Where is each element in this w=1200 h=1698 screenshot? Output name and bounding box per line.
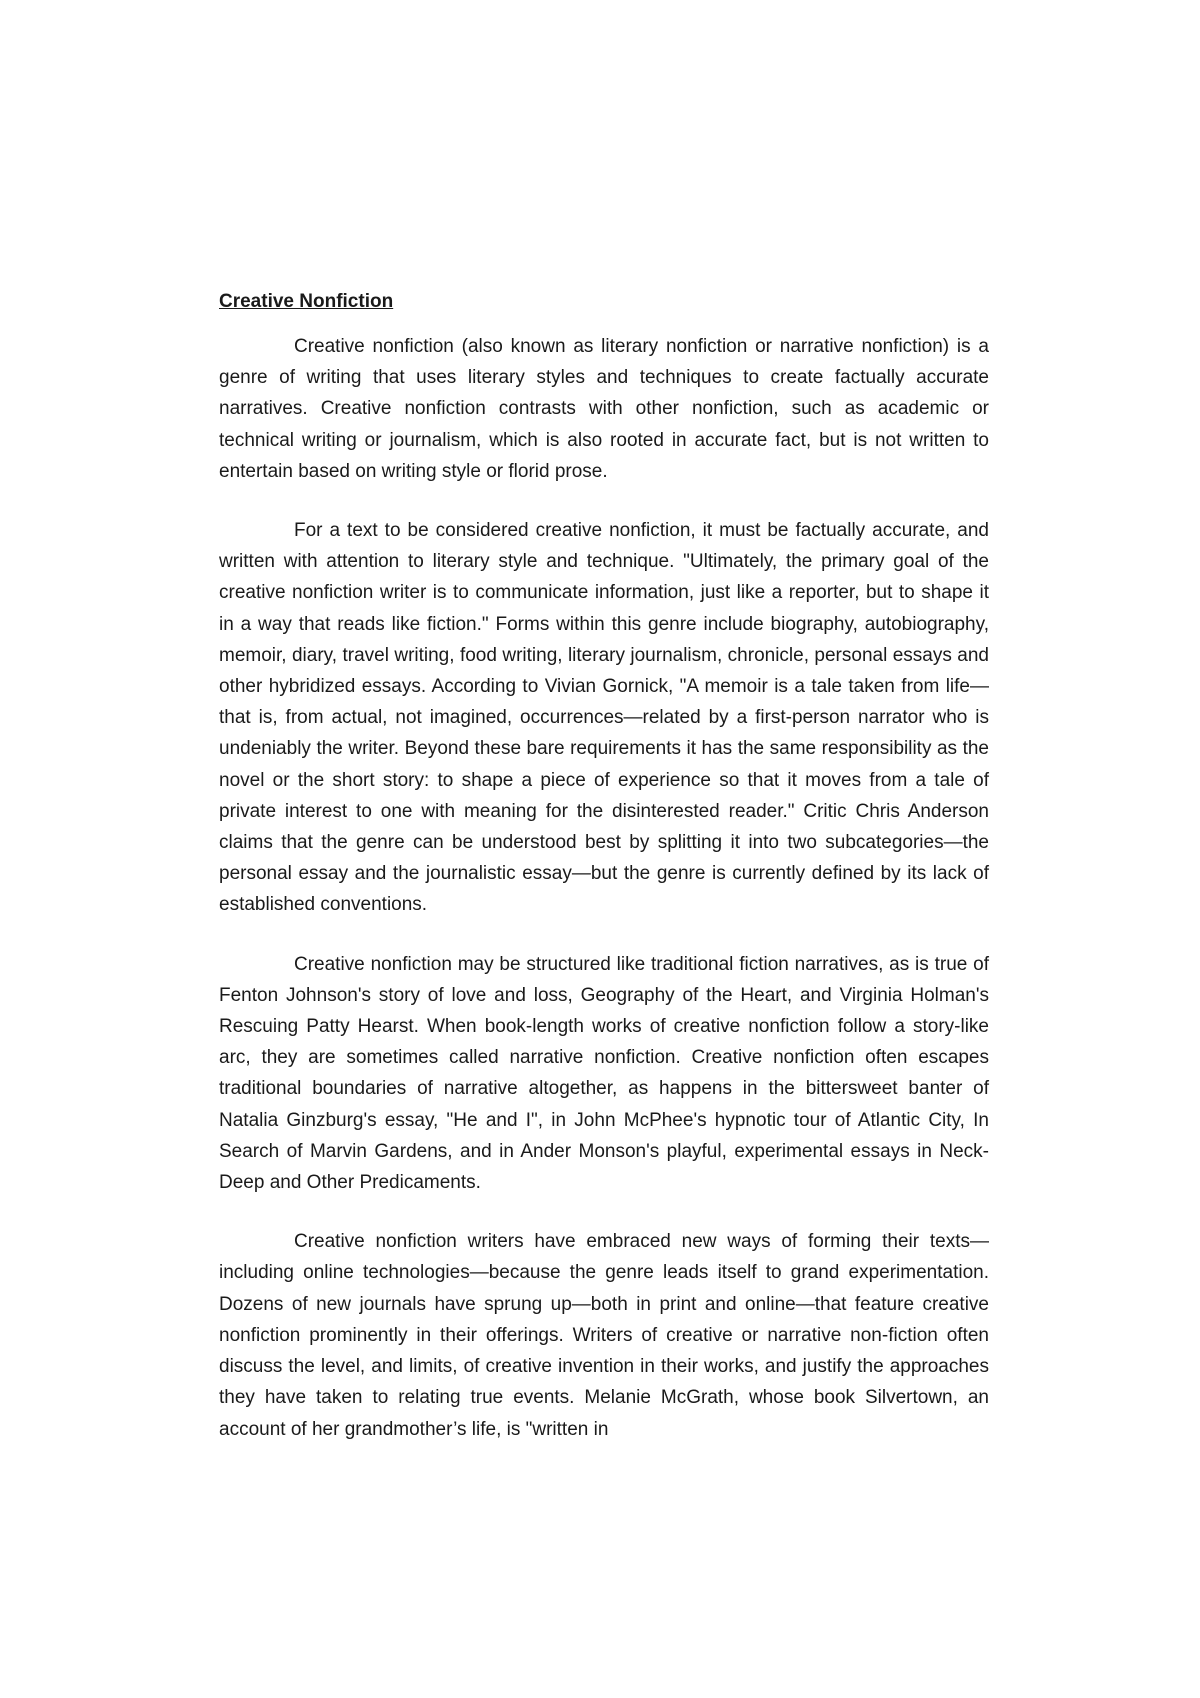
document-body: [219, 287, 989, 1445]
document-title: Creative Nonfiction: [219, 291, 394, 312]
paragraph-2: For a text to be considered creative nonfiction, it must be factually accurate, and written with attention to literary style and technique. "Ultimately, the primary goal of the creative nonfiction writer is to communicate information, just like a reporter, but to shape it in a way that reads like fiction." Forms within this genre include biography, autobiography, memoir, diary, travel writing, food writing, literary journalism, chronicle, personal essays and other hybridized essays. According to Vivian Gornick, "A memoir is a tale taken from life—that is, from actual, not imagined, occurrences—related by a first-person narrator who is undeniably the writer. Beyond these bare requirements it has the same responsibility as the novel or the short story: to shape a piece of experience so that it moves from a tale of private interest to one with meaning for the disinterested reader." Critic Chris Anderson claims that the genre can be understood best by splitting it into two subcategories—the personal essay and the journalistic essay—but the genre is currently defined by its lack of established conventions.: [219, 520, 989, 916]
paragraph-3: Creative nonfiction may be structured like traditional fiction narratives, as is true of Fenton Johnson's story of love and loss, Geography of the Heart, and Virginia Holman's Rescuing Patty Hearst. When book-length works of creative nonfiction follow a story-like arc, they are sometimes called narrative nonfiction. Creative nonfiction often escapes traditional boundaries of narrative altogether, as happens in the bittersweet banter of Natalia Ginzburg's essay, "He and I", in John McPhee's hypnotic tour of Atlantic City, In Search of Marvin Gardens, and in Ander Monson's playful, experimental essays in Neck-Deep and Other Predicaments.: [219, 953, 989, 1194]
paragraph-1: Creative nonfiction (also known as literary nonfiction or narrative nonfiction) is a genre of writing that uses literary styles and techniques to create factually accurate narratives. Creative nonfiction contrasts with other nonfiction, such as academic or technical writing or journalism, which is also rooted in accurate fact, but is not written to entertain based on writing style or florid prose.: [219, 336, 989, 482]
paragraph-4: Creative nonfiction writers have embraced new ways of forming their texts—including online technologies—because the genre leads itself to grand experimentation. Dozens of new journals have sprung up—both in print and online—that feature creative nonfiction prominently in their offerings. Writers of creative or narrative non-fiction often discuss the level, and limits, of creative invention in their works, and justify the approaches they have taken to relating true events. Melanie McGrath, whose book Silvertown, an account of her grandmother’s life, is "written in: [219, 1231, 989, 1440]
